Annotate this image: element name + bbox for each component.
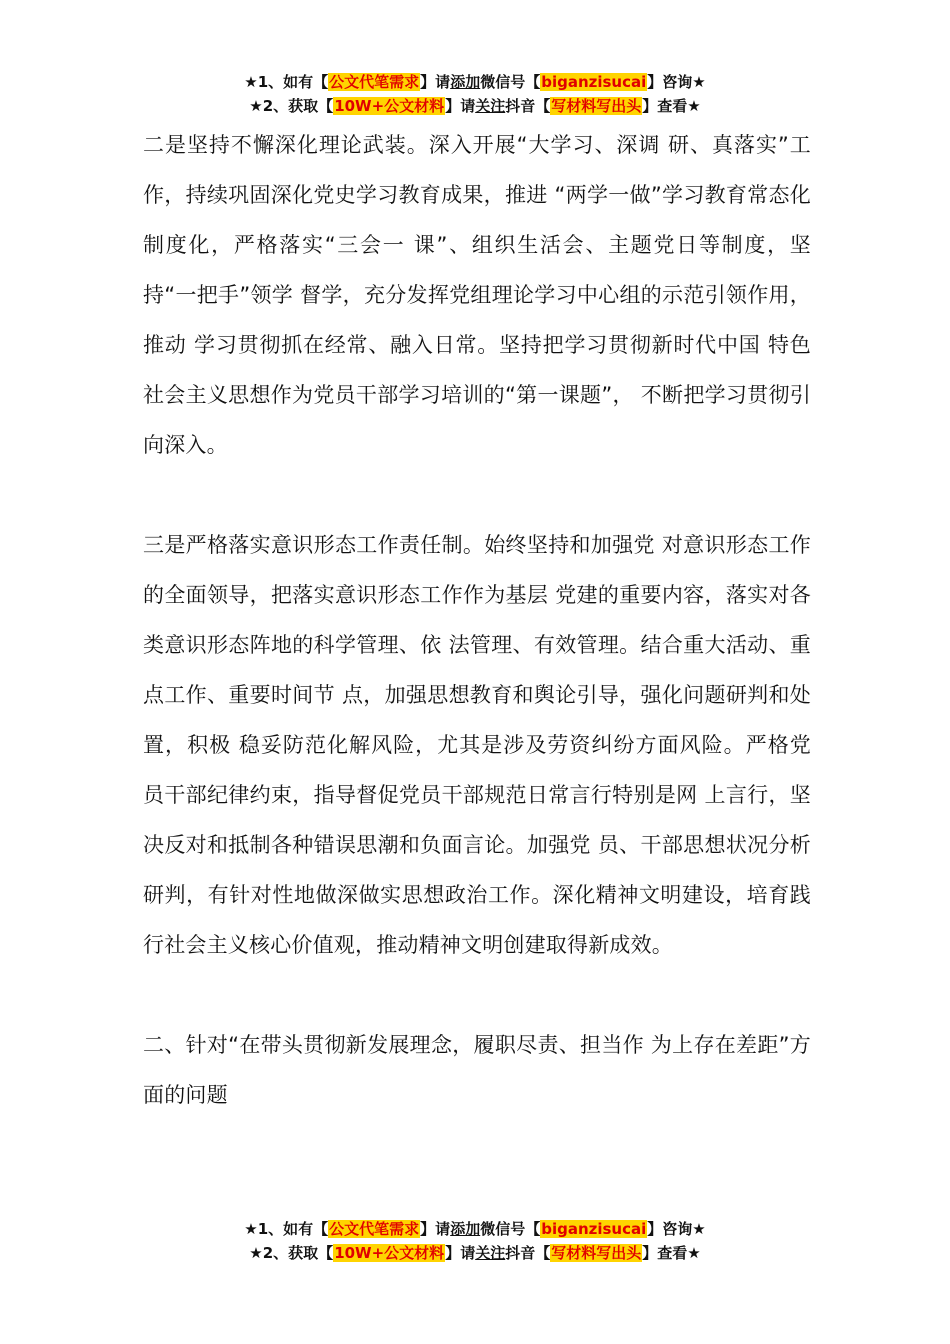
banner-text: ★2、获取【 [249, 97, 334, 115]
banner-highlight: 公文代笔需求 [329, 73, 420, 91]
footer-banner [0, 1217, 950, 1265]
banner-text: 】请 [420, 1220, 451, 1238]
banner-text: 】查看★ [642, 1244, 701, 1262]
banner-douyin-id: 写材料写出头 [551, 1244, 642, 1262]
banner-highlight: 10W+公文材料 [334, 97, 445, 115]
paragraph-spacer [143, 470, 811, 520]
banner-underline: 添加 [450, 73, 481, 91]
banner-text: 抖音【 [505, 1244, 551, 1262]
banner-text: 】查看★ [642, 97, 701, 115]
header-banner [0, 70, 950, 118]
paragraph-ideology: 三是严格落实意识形态工作责任制。始终坚持和加强党 对意识形态工作的全面领导，把落实意识形态工作作为基层 党建的重要内容，落实对各类意识形态阵地的科学管理、依 法管理、有效管理。结合重大活动、重点工作、重要时间节 点，加强思想教育和舆论引导，强化问题研判和处置，积极 稳妥防范化解风险，尤其是涉及劳资纠纷方面风险。严格党 员干部纪律约束，指导督促党员干部规范日常言行特别是网 上言行，坚决反对和抵制各种错误思潮和负面言论。加强党 员、干部思想状况分析研判，有针对性地做深做实思想政治工作。深化精神文明建设，培育践行社会主义核心价值观，推动精神文明创建取得新成效。 [143, 533, 811, 957]
banner-line-2 [0, 1241, 950, 1265]
banner-underline: 关注 [475, 1244, 506, 1262]
section-heading: 二、针对“在带头贯彻新发展理念，履职尽责、担当作 为上存在差距”方面的问题 [143, 1033, 811, 1107]
banner-text: 微信号【 [480, 73, 541, 91]
banner-text: ★2、获取【 [249, 1244, 334, 1262]
document-body [143, 120, 811, 1120]
banner-text: 】咨询★ [647, 73, 706, 91]
paragraph-theory: 二是坚持不懈深化理论武装。深入开展“大学习、深调 研、真落实”工作，持续巩固深化党史学习教育成果，推进 “两学一做”学习教育常态化制度化，严格落实“三会一 课”、组织生活会、主题党日等制度，坚持“一把手”领学 督学，充分发挥党组理论学习中心组的示范引领作用，推动 学习贯彻抓在经常、融入日常。坚持把学习贯彻新时代中国 特色社会主义思想作为党员干部学习培训的“第一课题”， 不断把学习贯彻引向深入。 [143, 133, 811, 457]
banner-text: 微信号【 [480, 1220, 541, 1238]
banner-text: 】咨询★ [647, 1220, 706, 1238]
banner-highlight: 10W+公文材料 [334, 1244, 445, 1262]
banner-highlight: 公文代笔需求 [329, 1220, 420, 1238]
banner-text: 】请 [420, 73, 451, 91]
banner-text: 】请 [445, 97, 476, 115]
banner-text: ★1、如有【 [244, 73, 329, 91]
banner-wechat-id: biganzisucai [541, 1220, 647, 1238]
paragraph-spacer [143, 970, 811, 1020]
banner-douyin-id: 写材料写出头 [551, 97, 642, 115]
banner-underline: 添加 [450, 1220, 481, 1238]
banner-wechat-id: biganzisucai [541, 73, 647, 91]
banner-line-2 [0, 94, 950, 118]
banner-underline: 关注 [475, 97, 506, 115]
banner-line-1 [0, 1217, 950, 1241]
banner-text: ★1、如有【 [244, 1220, 329, 1238]
banner-text: 】请 [445, 1244, 476, 1262]
banner-line-1 [0, 70, 950, 94]
banner-text: 抖音【 [505, 97, 551, 115]
